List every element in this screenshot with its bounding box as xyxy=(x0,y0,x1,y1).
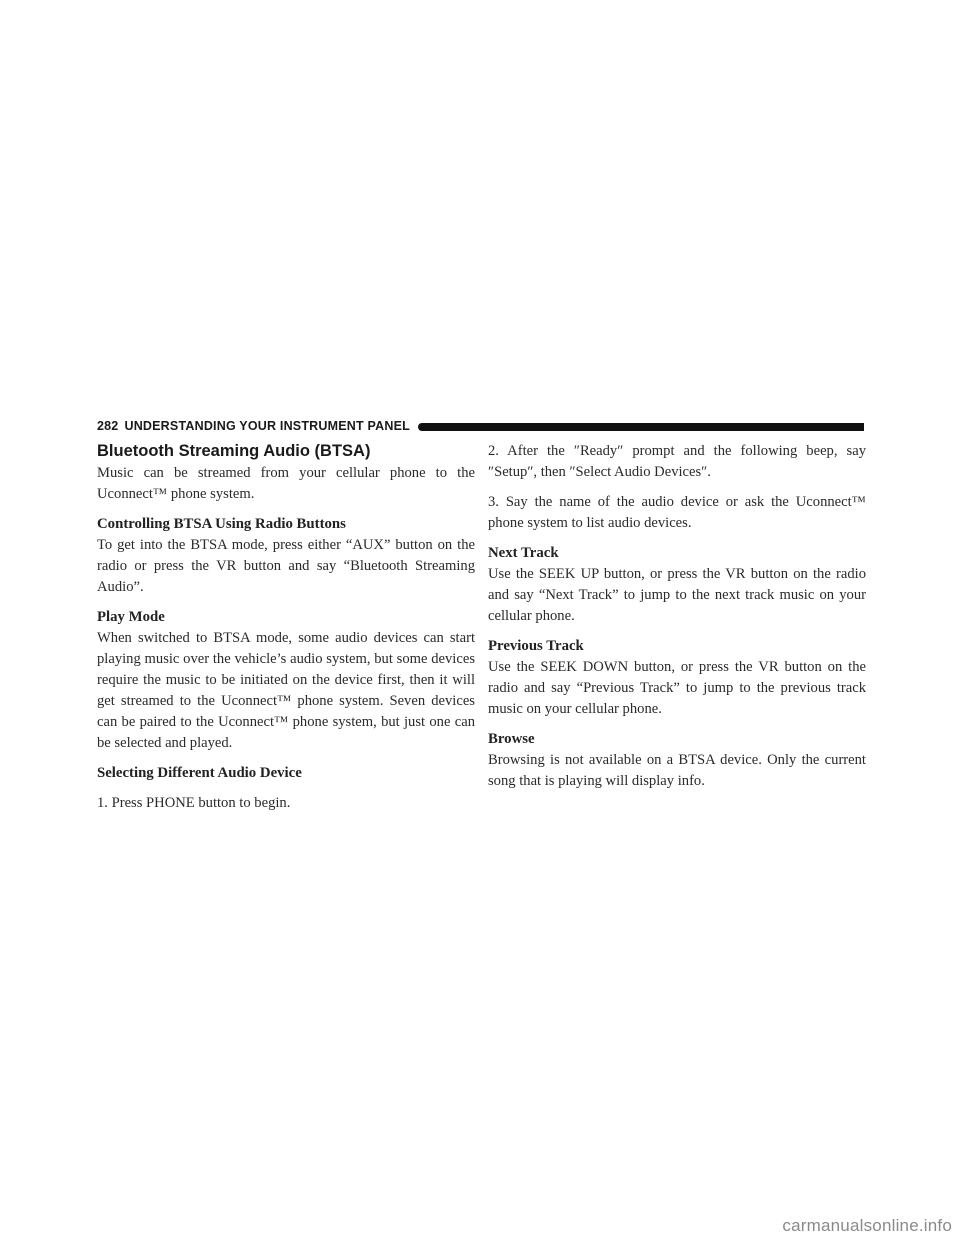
paragraph-controlling-btsa: To get into the BTSA mode, press either “AUX” button on the radio or press the VR button and say “Bluetooth Streaming Audio”. xyxy=(97,537,475,595)
subheading-browse: Browse xyxy=(488,731,535,747)
page-number: 282 xyxy=(97,419,119,433)
paragraph-browse: Browsing is not available on a BTSA device. Only the current song that is playing will display info. xyxy=(488,752,866,789)
intro-paragraph: Music can be streamed from your cellular phone to the Uconnect™ phone system. xyxy=(97,465,475,502)
page-header xyxy=(97,419,864,433)
step-1: 1. Press PHONE button to begin. xyxy=(97,795,291,811)
section-heading: UNDERSTANDING YOUR INSTRUMENT PANEL xyxy=(124,419,410,433)
subheading-next-track: Next Track xyxy=(488,545,559,561)
paragraph-next-track: Use the SEEK UP button, or press the VR button on the radio and say “Next Track” to jump to the next track music on your cellular phone. xyxy=(488,566,866,624)
step-3: 3. Say the name of the audio device or ask the Uconnect™ phone system to list audio devices. xyxy=(488,494,866,531)
section-title: Bluetooth Streaming Audio (BTSA) xyxy=(97,442,371,460)
header-rule xyxy=(418,423,864,431)
watermark-link[interactable]: carmanualsonline.info xyxy=(782,1216,952,1235)
step-2: 2. After the ″Ready″ prompt and the following beep, say ″Setup″, then ″Select Audio Devices″. xyxy=(488,443,866,480)
subheading-controlling-btsa: Controlling BTSA Using Radio Buttons xyxy=(97,516,346,532)
paragraph-previous-track: Use the SEEK DOWN button, or press the VR button on the radio and say “Previous Track” to jump to the previous track music on your cellular phone. xyxy=(488,659,866,717)
subheading-selecting-device: Selecting Different Audio Device xyxy=(97,765,302,781)
subheading-previous-track: Previous Track xyxy=(488,638,584,654)
left-column xyxy=(97,441,475,814)
paragraph-play-mode: When switched to BTSA mode, some audio devices can start playing music over the vehicle’s audio system, but some devices require the music to be initiated on the device first, then it will get streamed to the Uconnect™ phone system. Seven devices can be paired to the Uconnect™ phone system, but just one can be selected and played. xyxy=(97,630,475,751)
subheading-play-mode: Play Mode xyxy=(97,609,165,625)
right-column xyxy=(488,441,866,792)
